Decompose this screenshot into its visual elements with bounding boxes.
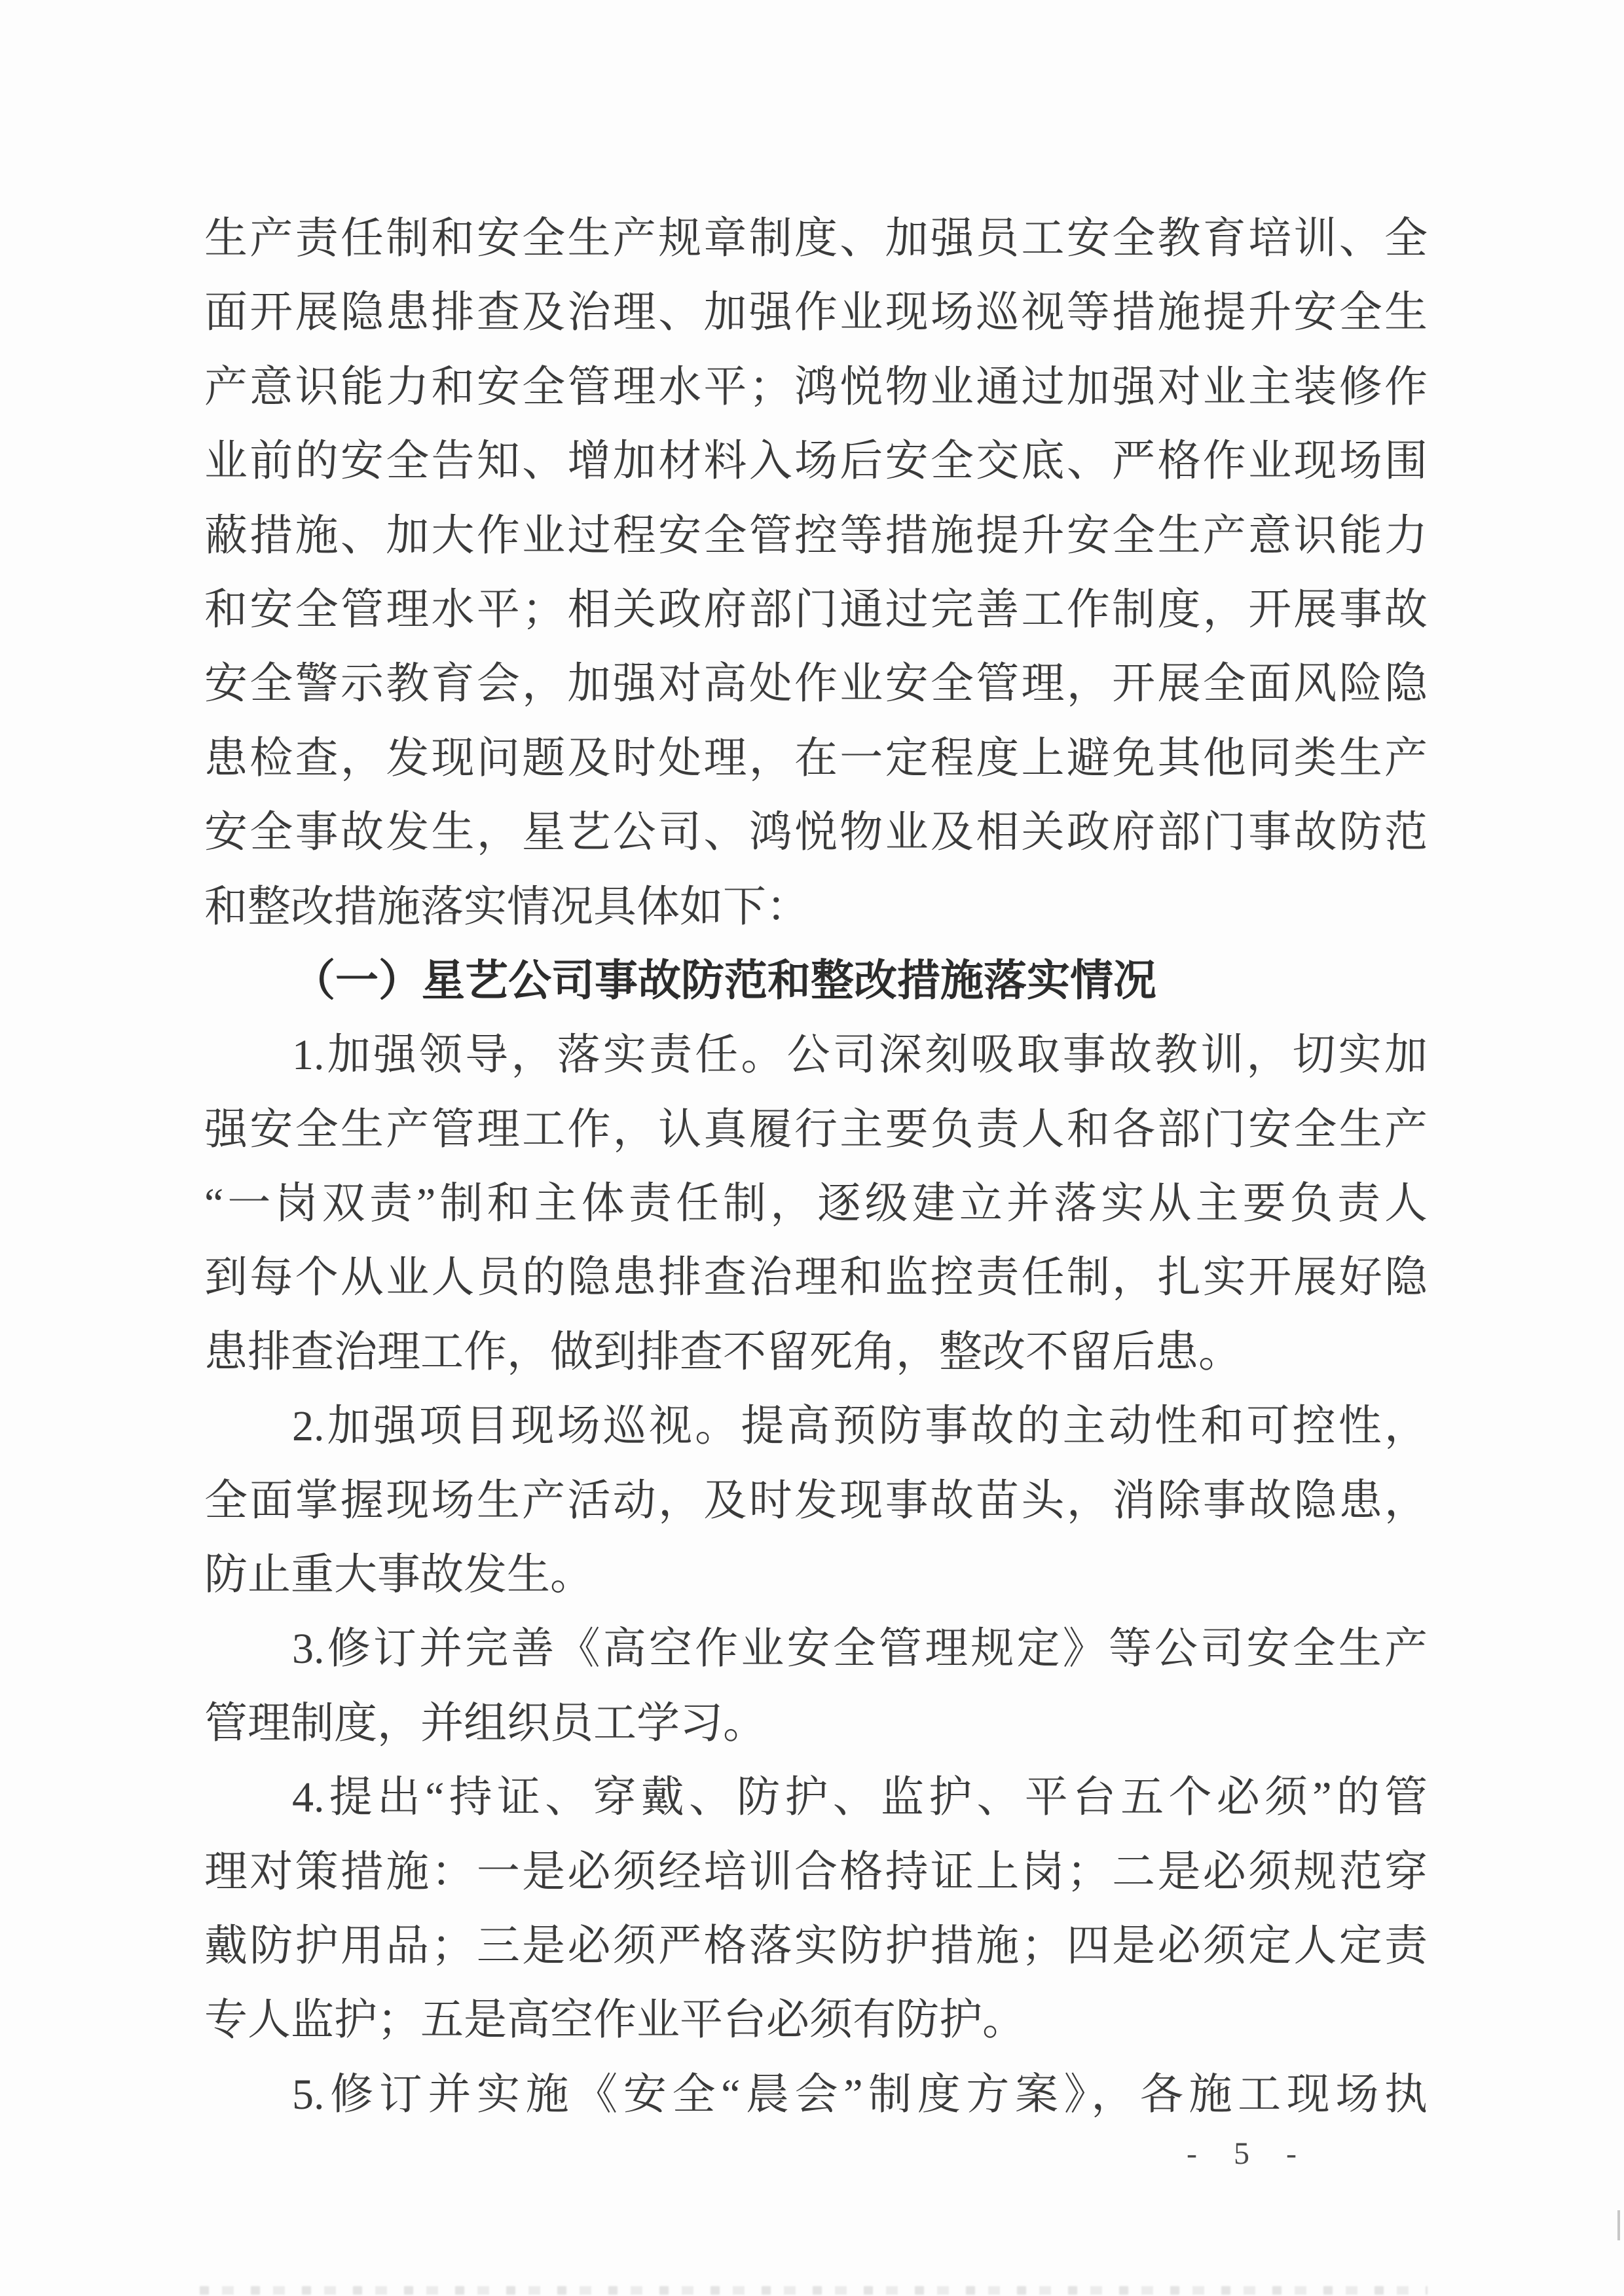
body-line: 安全警示教育会，加强对高处作业安全管理，开展全面风险隐 [204,660,1428,708]
body-line: 生产责任制和安全生产规章制度、加强员工安全教育培训、全 [204,215,1428,263]
body-line: 患排查治理工作，做到排查不留死角，整改不留后患。 [204,1328,1242,1376]
body-line: 专人监护；五是高空作业平台必须有防护。 [204,1996,1025,2045]
body-line paragraph-start: 5.修订并实施《安全“晨会”制度方案》，各施工现场执 [292,2070,1428,2119]
document-body [204,202,1428,2132]
body-line paragraph-start: 1.加强领导，落实责任。公司深刻吸取事故教训，切实加 [292,1031,1428,1080]
body-line: 安全事故发生，星艺公司、鸿悦物业及相关政府部门事故防范 [204,809,1428,857]
body-line: 和整改措施落实情况具体如下： [204,883,809,931]
body-line paragraph-start: 3.修订并完善《高空作业安全管理规定》等公司安全生产 [292,1625,1428,1673]
page-number: - 5 - [1187,2136,1311,2171]
body-line: 业前的安全告知、增加材料入场后安全交底、严格作业现场围 [204,437,1428,486]
body-line: 患检查，发现问题及时处理，在一定程度上避免其他同类生产 [204,734,1428,782]
body-line paragraph-start: 2.加强项目现场巡视。提高预防事故的主动性和可控性， [292,1402,1428,1451]
body-line: 强安全生产管理工作，认真履行主要负责人和各部门安全生产 [204,1105,1428,1154]
body-line: “一岗双责”制和主体责任制，逐级建立并落实从主要负责人 [204,1180,1428,1228]
body-line: 蔽措施、加大作业过程安全管控等措施提升安全生产意识能力 [204,511,1428,560]
body-line: 防止重大事故发生。 [204,1551,593,1599]
body-line: 产意识能力和安全管理水平；鸿悦物业通过加强对业主装修作 [204,363,1428,411]
body-line: 理对策措施：一是必须经培训合格持证上岗；二是必须规范穿 [204,1848,1428,1896]
body-line: 全面掌握现场生产活动，及时发现事故苗头，消除事故隐患， [204,1476,1428,1525]
body-line: 到每个从业人员的隐患排查治理和监控责任制，扎实开展好隐 [204,1254,1428,1302]
body-line: 和安全管理水平；相关政府部门通过完善工作制度，开展事故 [204,585,1428,634]
section-heading: （一）星艺公司事故防范和整改措施落实情况 [292,957,1156,1005]
body-line: 管理制度，并组织员工学习。 [204,1699,766,1747]
body-line: 面开展隐患排查及治理、加强作业现场巡视等措施提升安全生 [204,289,1428,337]
body-line: 戴防护用品；三是必须严格落实防护措施；四是必须定人定责 [204,1922,1428,1970]
body-line paragraph-start: 4.提出“持证、穿戴、防护、监护、平台五个必须”的管 [292,1774,1428,1822]
scan-artifact-right-edge [1617,2210,1620,2240]
scan-artifact-bottom-ghosting [200,2286,1428,2295]
